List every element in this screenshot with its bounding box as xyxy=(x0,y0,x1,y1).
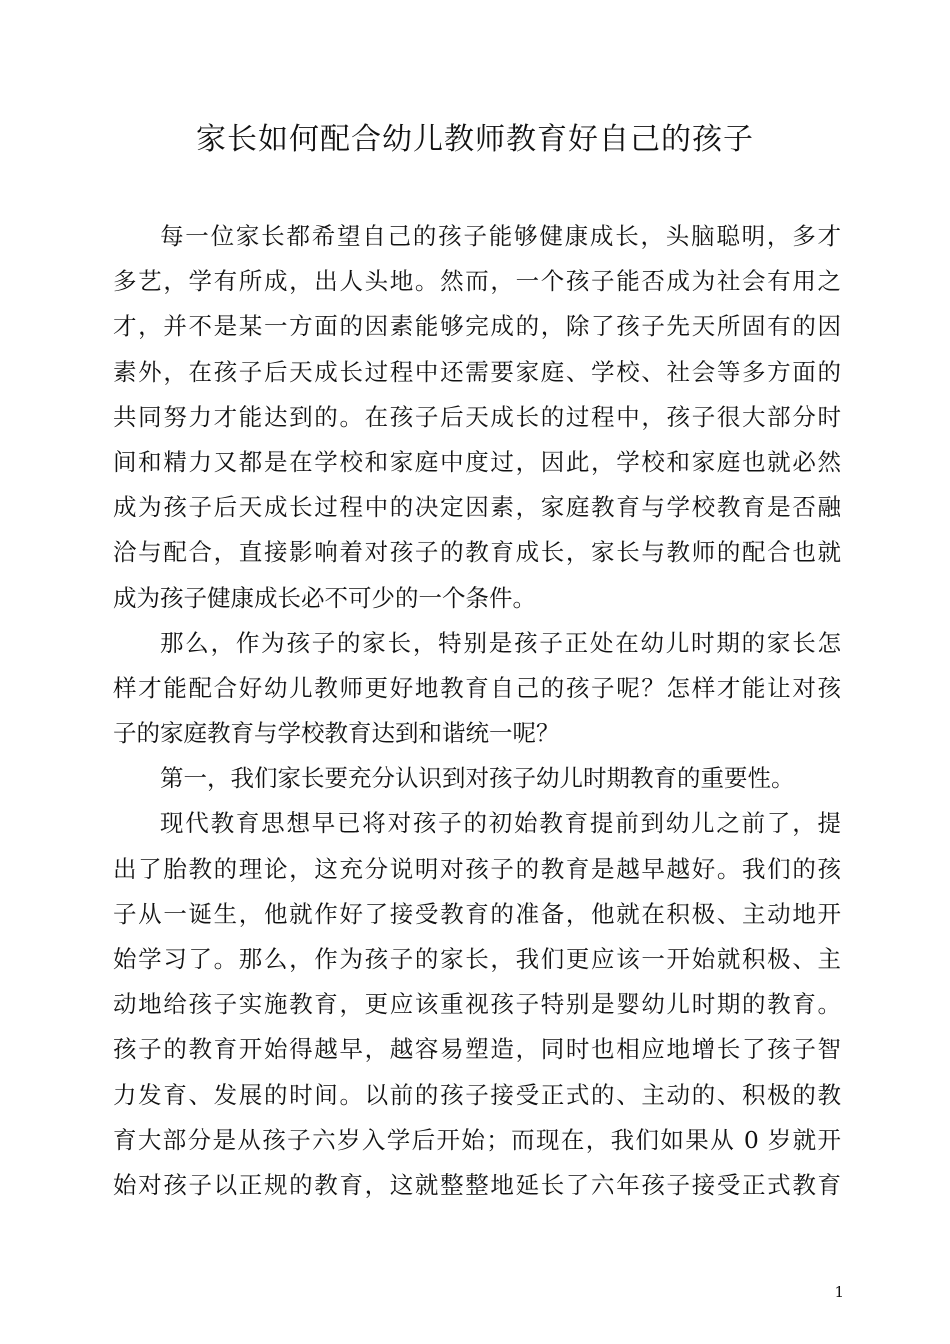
paragraph-1-line-5: 共同努力才能达到的。在孩子后天成长的过程中，孩子很大部分时 xyxy=(113,402,841,431)
paragraph-4-line-1: 现代教育思想早已将对孩子的初始教育提前到幼儿之前了，提 xyxy=(160,809,841,838)
paragraph-1-line-8: 洽与配合，直接影响着对孩子的教育成长，家长与教师的配合也就 xyxy=(113,538,841,567)
paragraph-3-line-1: 第一，我们家长要充分认识到对孩子幼儿时期教育的重要性。 xyxy=(160,764,795,793)
paragraph-4-line-9: 始对孩子以正规的教育，这就整整地延长了六年孩子接受正式教育 xyxy=(113,1170,841,1199)
document-body xyxy=(113,214,841,1208)
paragraph-1-line-1: 每一位家长都希望自己的孩子能够健康成长，头脑聪明，多才 xyxy=(160,222,841,250)
paragraph-4-line-5: 动地给孩子实施教育，更应该重视孩子特别是婴幼儿时期的教育。 xyxy=(113,990,841,1019)
paragraph-4-line-7: 力发育、发展的时间。以前的孩子接受正式的、主动的、积极的教 xyxy=(113,1080,841,1109)
paragraph-1-line-2: 多艺，学有所成，出人头地。然而，一个孩子能否成为社会有用之 xyxy=(113,267,841,296)
paragraph-2-line-1: 那么，作为孩子的家长，特别是孩子正处在幼儿时期的家长怎 xyxy=(160,628,841,657)
paragraph-4-line-6: 孩子的教育开始得越早，越容易塑造，同时也相应地增长了孩子智 xyxy=(113,1035,841,1064)
paragraph-1-line-9: 成为孩子健康成长必不可少的一个条件。 xyxy=(113,583,536,612)
paragraph-4-line-3: 子从一诞生，他就作好了接受教育的准备，他就在积极、主动地开 xyxy=(113,899,841,928)
paragraph-4-line-2: 出了胎教的理论，这充分说明对孩子的教育是越早越好。我们的孩 xyxy=(113,854,841,883)
paragraph-1-line-7: 成为孩子后天成长过程中的决定因素，家庭教育与学校教育是否融 xyxy=(113,493,841,522)
paragraph-2-line-2: 样才能配合好幼儿教师更好地教育自己的孩子呢？怎样才能让对孩 xyxy=(113,673,841,702)
page-number: 1 xyxy=(834,1283,844,1301)
paragraph-1-line-3: 才，并不是某一方面的因素能够完成的，除了孩子先天所固有的因 xyxy=(113,312,841,341)
paragraph-2-line-3: 子的家庭教育与学校教育达到和谐统一呢？ xyxy=(113,719,560,748)
paragraph-4-line-4: 始学习了。那么，作为孩子的家长，我们更应该一开始就积极、主 xyxy=(113,945,841,973)
paragraph-4-line-8: 育大部分是从孩子六岁入学后开始；而现在，我们如果从 0 岁就开 xyxy=(113,1125,841,1154)
paragraph-1-line-6: 间和精力又都是在学校和家庭中度过，因此，学校和家庭也就必然 xyxy=(113,447,841,476)
paragraph-1-line-4: 素外，在孩子后天成长过程中还需要家庭、学校、社会等多方面的 xyxy=(113,357,841,386)
document-title: 家长如何配合幼儿教师教育好自己的孩子 xyxy=(196,122,754,157)
